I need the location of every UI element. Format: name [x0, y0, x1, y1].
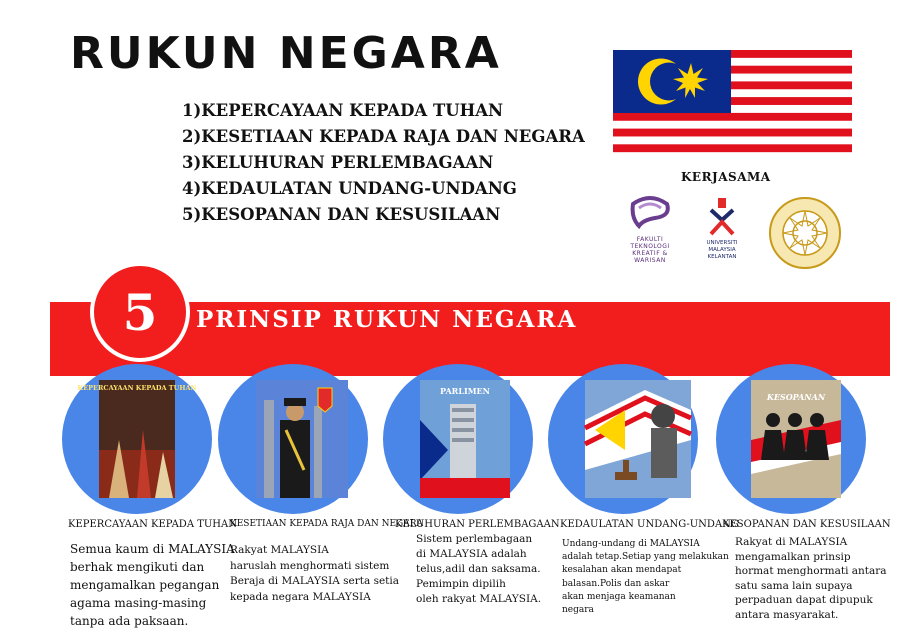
description-line: mengamalkan prinsip: [735, 550, 851, 563]
description-line: Sistem perlembagaan: [416, 533, 533, 545]
pillar-card-4: [570, 380, 676, 498]
pillar-description: [70, 540, 235, 630]
principle-item: 5)KESOPANAN DAN KESUSILAAN: [182, 205, 501, 224]
principles-list: [182, 98, 585, 228]
pillar-caption: KESETIAAN KEPADA RAJA DAN NEGARA: [230, 519, 424, 529]
description-line: oleh rakyat MALAYSIA.: [416, 593, 542, 605]
umk-logo: [700, 196, 744, 268]
description-line: adalah tetap.Setiap yang melakukan: [562, 552, 729, 563]
pillar-image-circle: [383, 364, 533, 514]
pillar-image-circle: [218, 364, 368, 514]
description-line: berhak mengikuti dan: [70, 560, 205, 574]
description-line: balasan.Polis dan askar: [562, 578, 670, 589]
pillar-caption: KEDAULATAN UNDANG-UNDANG: [560, 519, 739, 530]
description-line: Rakyat MALAYSIA: [230, 544, 329, 556]
description-line: antara masyarakat.: [735, 608, 839, 621]
description-line: mengamalkan pegangan: [70, 578, 220, 592]
pillar-caption: KELUHURAN PERLEMBAGAAN: [395, 519, 560, 530]
pillar-image-circle: [548, 364, 698, 514]
principle-item: 4)KEDAULATAN UNDANG-UNDANG: [182, 179, 517, 198]
pillar-card-1: [77, 380, 197, 498]
pillar-image-circle: [62, 364, 212, 514]
pillar-image-circle: [716, 364, 866, 514]
number-badge-text: 5: [122, 282, 158, 342]
description-line: agama masing-masing: [70, 596, 207, 610]
pillar-caption: KEPERCAYAAN KEPADA TUHAN: [68, 519, 238, 530]
description-line: telus,adil dan saksama.: [416, 563, 541, 575]
description-line: negara: [562, 605, 594, 616]
description-line: perpaduan dapat dipupuk: [735, 594, 873, 606]
fakulti-emblem-icon: [625, 194, 675, 232]
umk-logo-text: UNIVERSITI: [706, 240, 738, 246]
umk-logo-text: MALAYSIA: [708, 247, 736, 253]
pillar-description: [230, 543, 399, 605]
pillar-card-2: [248, 380, 340, 498]
description-line: kesalahan akan mendapat: [562, 565, 682, 576]
arkib-negara-logo: [768, 196, 842, 270]
pillar-card-label: KEPERCAYAAN KEPADA TUHAN: [77, 384, 197, 392]
principle-item: 1)KEPERCAYAAN KEPADA TUHAN: [182, 101, 504, 120]
description-line: haruslah menghormati sistem: [230, 559, 390, 572]
fakulti-logo-text: WARISAN: [634, 257, 666, 264]
description-line: di MALAYSIA adalah: [416, 548, 527, 560]
description-line: Rakyat di MALAYSIA: [735, 536, 848, 548]
description-line: Undang-undang di MALAYSIA: [562, 539, 700, 549]
partners-heading: KERJASAMA: [681, 170, 771, 184]
principle-item: 3)KELUHURAN PERLEMBAGAAN: [182, 153, 494, 172]
pillar-description: [735, 535, 887, 622]
pillar-card-label: PARLIMEN: [440, 386, 490, 396]
fakulti-logo-text: KREATIF &: [632, 250, 668, 257]
fakulti-logo-text: TEKNOLOGI: [630, 243, 670, 250]
umk-emblem-icon: [707, 196, 737, 236]
description-line: satu sama lain supaya: [735, 579, 853, 592]
description-line: kepada negara MALAYSIA: [230, 590, 371, 603]
pillar-card-label: KESOPANAN: [766, 392, 826, 402]
description-line: hormat menghormati antara: [735, 565, 887, 577]
pillar-card-5: [744, 380, 834, 498]
fakulti-logo: [620, 194, 680, 266]
number-badge: [90, 262, 190, 362]
page-title: RUKUN NEGARA: [70, 28, 502, 79]
fakulti-logo-text: FAKULTI: [636, 236, 664, 243]
malaysia-flag-icon: [613, 50, 852, 160]
principle-item: 2)KESETIAAN KEPADA RAJA DAN NEGARA: [182, 127, 585, 146]
pillar-description: [562, 538, 729, 617]
pillar-caption: KESOPANAN DAN KESUSILAAN: [722, 519, 891, 530]
description-line: tanpa ada paksaan.: [70, 614, 189, 628]
description-line: Semua kaum di MALAYSIA: [70, 542, 235, 556]
banner-title: PRINSIP RUKUN NEGARA: [196, 306, 578, 333]
pillar-card-3: [413, 380, 503, 498]
umk-logo-text: KELANTAN: [707, 254, 737, 260]
pillar-description: [416, 532, 541, 607]
description-line: Pemimpin dipilih: [416, 578, 506, 590]
description-line: Beraja di MALAYSIA serta setia: [230, 575, 400, 587]
description-line: akan menjaga keamanan: [562, 591, 676, 602]
